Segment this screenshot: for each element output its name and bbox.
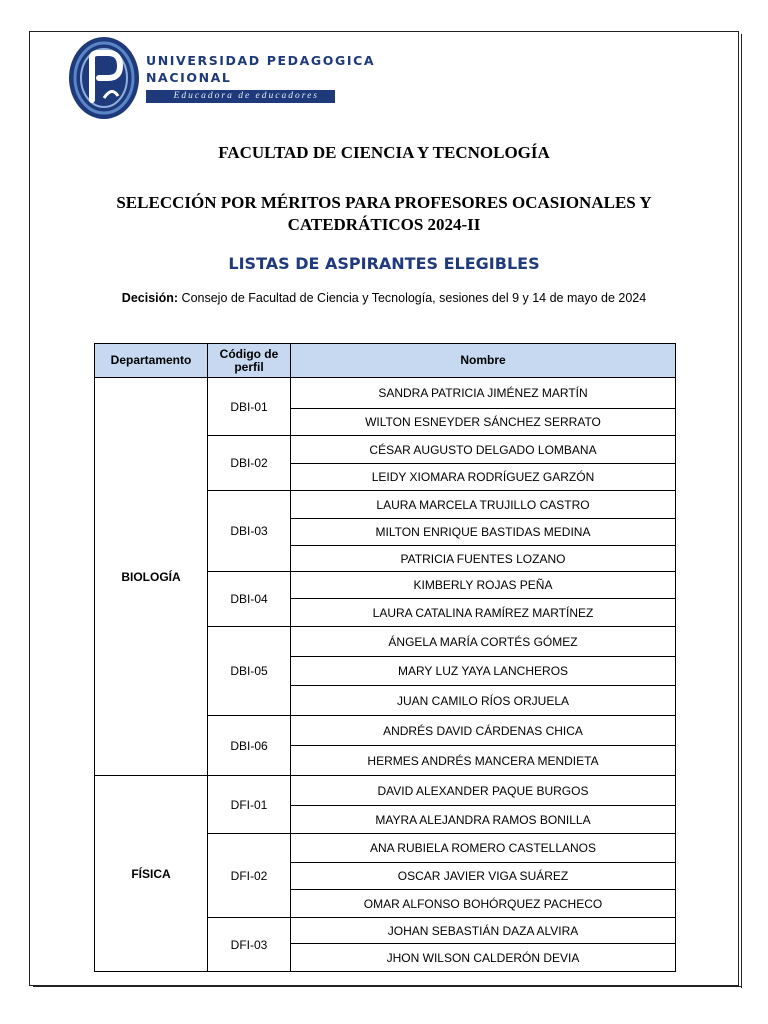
profile-code-cell: DBI-05: [208, 627, 291, 716]
university-name-line2: NACIONAL: [146, 70, 232, 85]
table-header-row: [95, 344, 676, 378]
candidate-name-cell: ÁNGELA MARÍA CORTÉS GÓMEZ: [291, 627, 676, 657]
profile-code-cell: DFI-02: [208, 834, 291, 918]
university-name-line1: UNIVERSIDAD PEDAGOGICA: [146, 53, 376, 68]
candidate-name-cell: LEIDY XIOMARA RODRÍGUEZ GARZÓN: [291, 464, 676, 491]
candidate-name-cell: OSCAR JAVIER VIGA SUÁREZ: [291, 863, 676, 890]
header-name: Nombre: [291, 344, 676, 378]
candidate-name-cell: MARY LUZ YAYA LANCHEROS: [291, 657, 676, 686]
candidate-name-cell: OMAR ALFONSO BOHÓRQUEZ PACHECO: [291, 890, 676, 918]
table-row: [95, 776, 676, 806]
profile-code-cell: DBI-02: [208, 436, 291, 491]
candidate-name-cell: MILTON ENRIQUE BASTIDAS MEDINA: [291, 519, 676, 546]
candidate-name-cell: WILTON ESNEYDER SÁNCHEZ SERRATO: [291, 409, 676, 436]
profile-code-cell: DFI-01: [208, 776, 291, 834]
candidate-name-cell: HERMES ANDRÉS MANCERA MENDIETA: [291, 746, 676, 776]
page-border-shadow-bottom: [33, 986, 741, 987]
department-cell: FÍSICA: [95, 776, 208, 972]
candidate-name-cell: LAURA CATALINA RAMÍREZ MARTÍNEZ: [291, 599, 676, 627]
header-code: [208, 344, 291, 378]
candidate-name-cell: MAYRA ALEJANDRA RAMOS BONILLA: [291, 806, 676, 834]
candidate-name-cell: JUAN CAMILO RÍOS ORJUELA: [291, 686, 676, 716]
candidate-name-cell: JOHAN SEBASTIÁN DAZA ALVIRA: [291, 918, 676, 944]
candidate-name-cell: ANDRÉS DAVID CÁRDENAS CHICA: [291, 716, 676, 746]
department-cell: BIOLOGÍA: [95, 378, 208, 776]
profile-code-cell: DBI-06: [208, 716, 291, 776]
university-logo-icon: [68, 36, 140, 120]
profile-code-cell: DFI-03: [208, 918, 291, 972]
candidate-name-cell: DAVID ALEXANDER PAQUE BURGOS: [291, 776, 676, 806]
profile-code-cell: DBI-04: [208, 572, 291, 627]
selection-title: SELECCIÓN POR MÉRITOS PARA PROFESORES OCASIONALES Y CATEDRÁTICOS 2024-II: [116, 193, 652, 234]
decision-text: Consejo de Facultad de Ciencia y Tecnología, sesiones del 9 y 14 de mayo de 2024: [181, 291, 647, 305]
header-code-line1: Código de: [219, 346, 279, 361]
decision-line: [0, 291, 768, 305]
candidate-name-cell: ANA RUBIELA ROMERO CASTELLANOS: [291, 834, 676, 863]
university-tagline: Educadora de educadores: [146, 90, 335, 103]
candidate-name-cell: CÉSAR AUGUSTO DELGADO LOMBANA: [291, 436, 676, 464]
candidate-name-cell: SANDRA PATRICIA JIMÉNEZ MARTÍN: [291, 378, 676, 409]
university-name: [146, 52, 375, 86]
header-department: Departamento: [95, 344, 208, 378]
table-body: [95, 378, 676, 972]
header-code-line2: perfil: [234, 359, 264, 374]
page-border-shadow-right: [741, 34, 742, 988]
eligible-candidates-table: [94, 343, 676, 972]
candidate-name-cell: JHON WILSON CALDERÓN DEVIA: [291, 944, 676, 972]
table-row: [95, 378, 676, 409]
candidate-name-cell: PATRICIA FUENTES LOZANO: [291, 546, 676, 572]
list-title: LISTAS DE ASPIRANTES ELEGIBLES: [228, 254, 540, 273]
faculty-title: FACULTAD DE CIENCIA Y TECNOLOGÍA: [218, 143, 550, 162]
profile-code-cell: DBI-01: [208, 378, 291, 436]
decision-label: Decisión:: [121, 291, 179, 305]
candidate-name-cell: KIMBERLY ROJAS PEÑA: [291, 572, 676, 599]
profile-code-cell: DBI-03: [208, 491, 291, 572]
candidate-name-cell: LAURA MARCELA TRUJILLO CASTRO: [291, 491, 676, 519]
